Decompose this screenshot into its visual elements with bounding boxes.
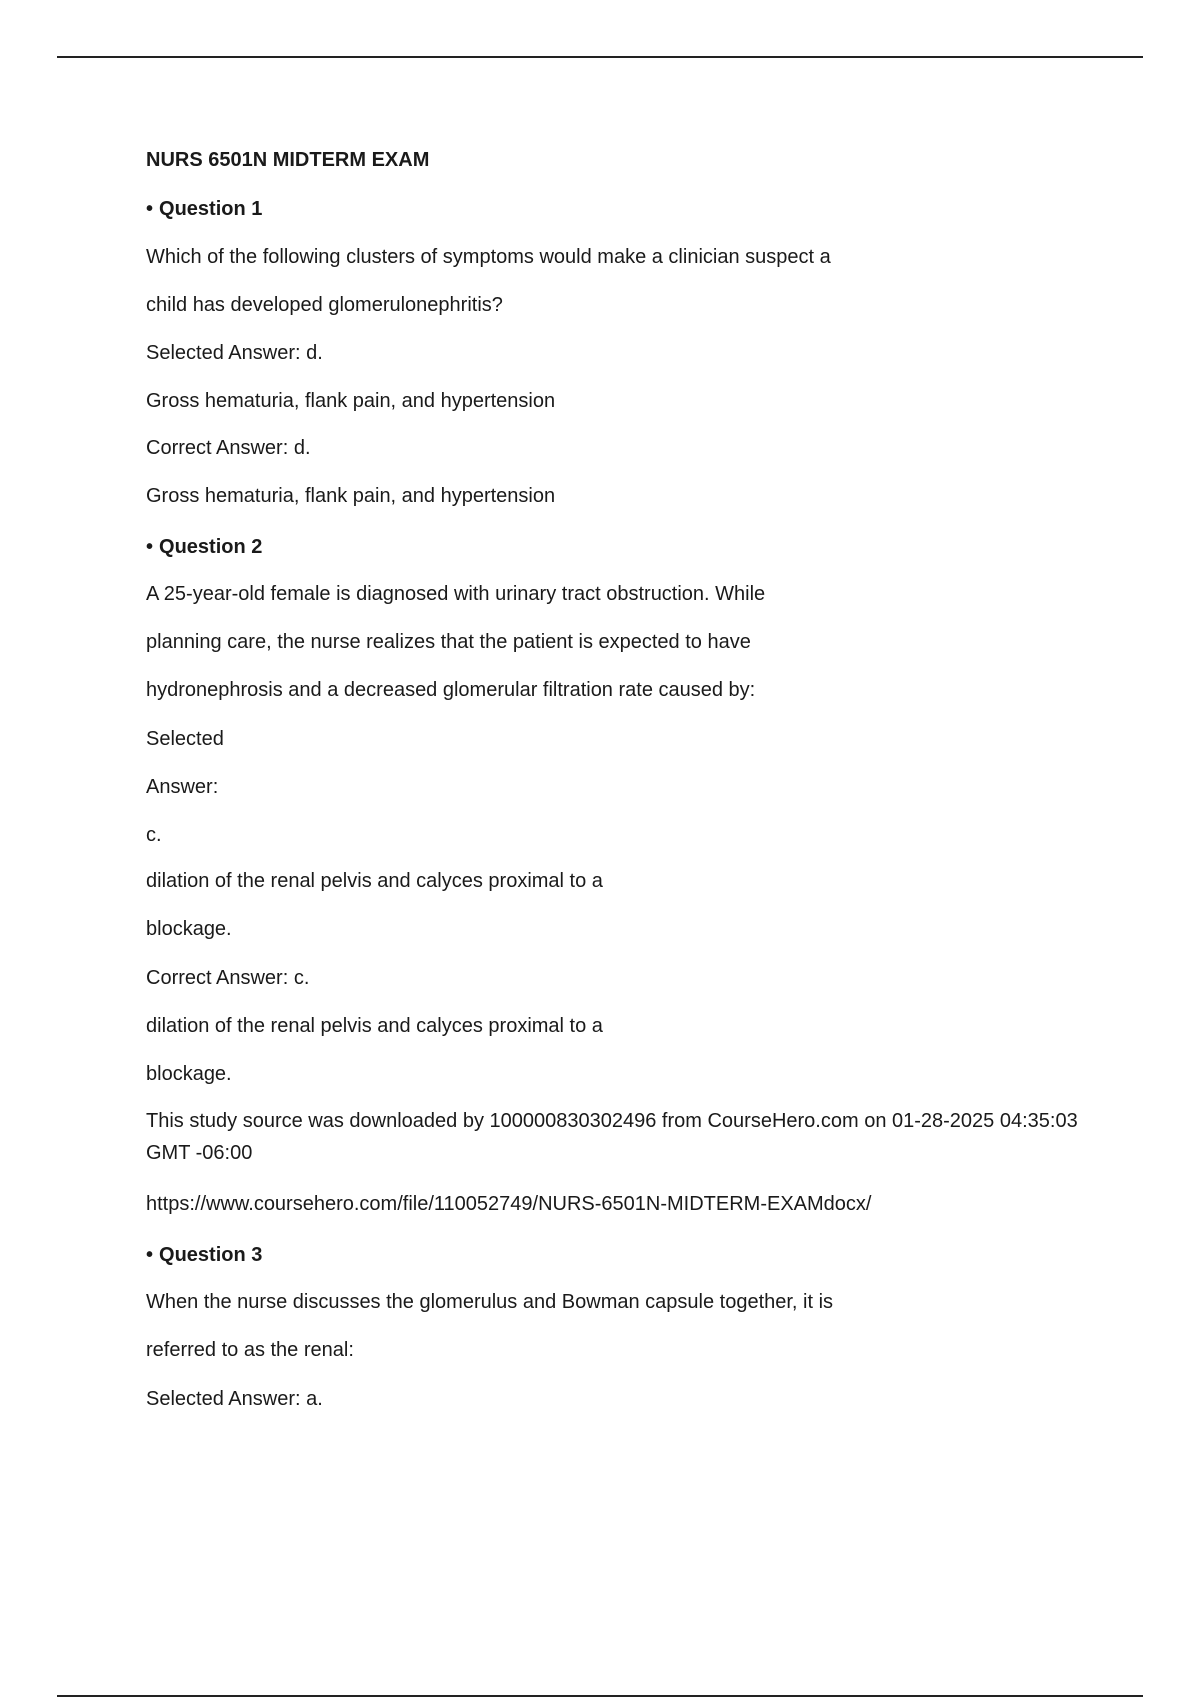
question-2-correct-answer-text: blockage. (146, 1063, 232, 1085)
source-url: https://www.coursehero.com/file/110052749/NURS-6501N-MIDTERM-EXAMdocx/ (146, 1193, 872, 1215)
question-2-selected-answer-text: dilation of the renal pelvis and calyces proximal to a (146, 870, 603, 892)
question-3-text-line: When the nurse discusses the glomerulus and Bowman capsule together, it is (146, 1291, 834, 1313)
question-3-heading: • Question 3 (146, 1244, 263, 1266)
question-2-text-line: A 25-year-old female is diagnosed with urinary tract obstruction. While (146, 583, 766, 605)
bullet-icon: • (146, 536, 154, 558)
question-1-heading: • Question 1 (146, 198, 263, 220)
source-notice: This study source was downloaded by 100000830302496 from CourseHero.com on 01-28-2025 04:35:03 GMT -06:00 (146, 1110, 1078, 1164)
question-1-selected-answer-text: Gross hematuria, flank pain, and hypertension (146, 390, 556, 412)
question-1-text-line: Which of the following clusters of symptoms would make a clinician suspect a (146, 246, 831, 268)
question-2-correct-answer: Correct Answer: c. (146, 967, 310, 989)
document-title: NURS 6501N MIDTERM EXAM (146, 149, 430, 171)
question-2-correct-answer-text: dilation of the renal pelvis and calyces proximal to a (146, 1015, 603, 1037)
question-1-correct-answer-text: Gross hematuria, flank pain, and hypertension (146, 485, 556, 507)
question-2-heading: • Question 2 (146, 536, 263, 558)
question-2-selected-label: Selected (146, 728, 224, 750)
question-2-text-line: planning care, the nurse realizes that the patient is expected to have (146, 631, 751, 653)
question-2-selected-letter: c. (146, 824, 162, 846)
bullet-icon: • (146, 198, 154, 220)
question-1-selected-answer: Selected Answer: d. (146, 342, 323, 364)
question-1-text-line: child has developed glomerulonephritis? (146, 294, 503, 316)
top-rule (57, 56, 1143, 58)
question-2-answer-label: Answer: (146, 776, 219, 798)
question-3-selected-answer: Selected Answer: a. (146, 1388, 323, 1410)
bottom-rule (57, 1695, 1143, 1697)
question-1-correct-answer: Correct Answer: d. (146, 437, 311, 459)
question-2-selected-answer-text: blockage. (146, 918, 232, 940)
question-2-text-line: hydronephrosis and a decreased glomerular filtration rate caused by: (146, 679, 756, 701)
question-3-text-line: referred to as the renal: (146, 1339, 354, 1361)
bullet-icon: • (146, 1244, 154, 1266)
